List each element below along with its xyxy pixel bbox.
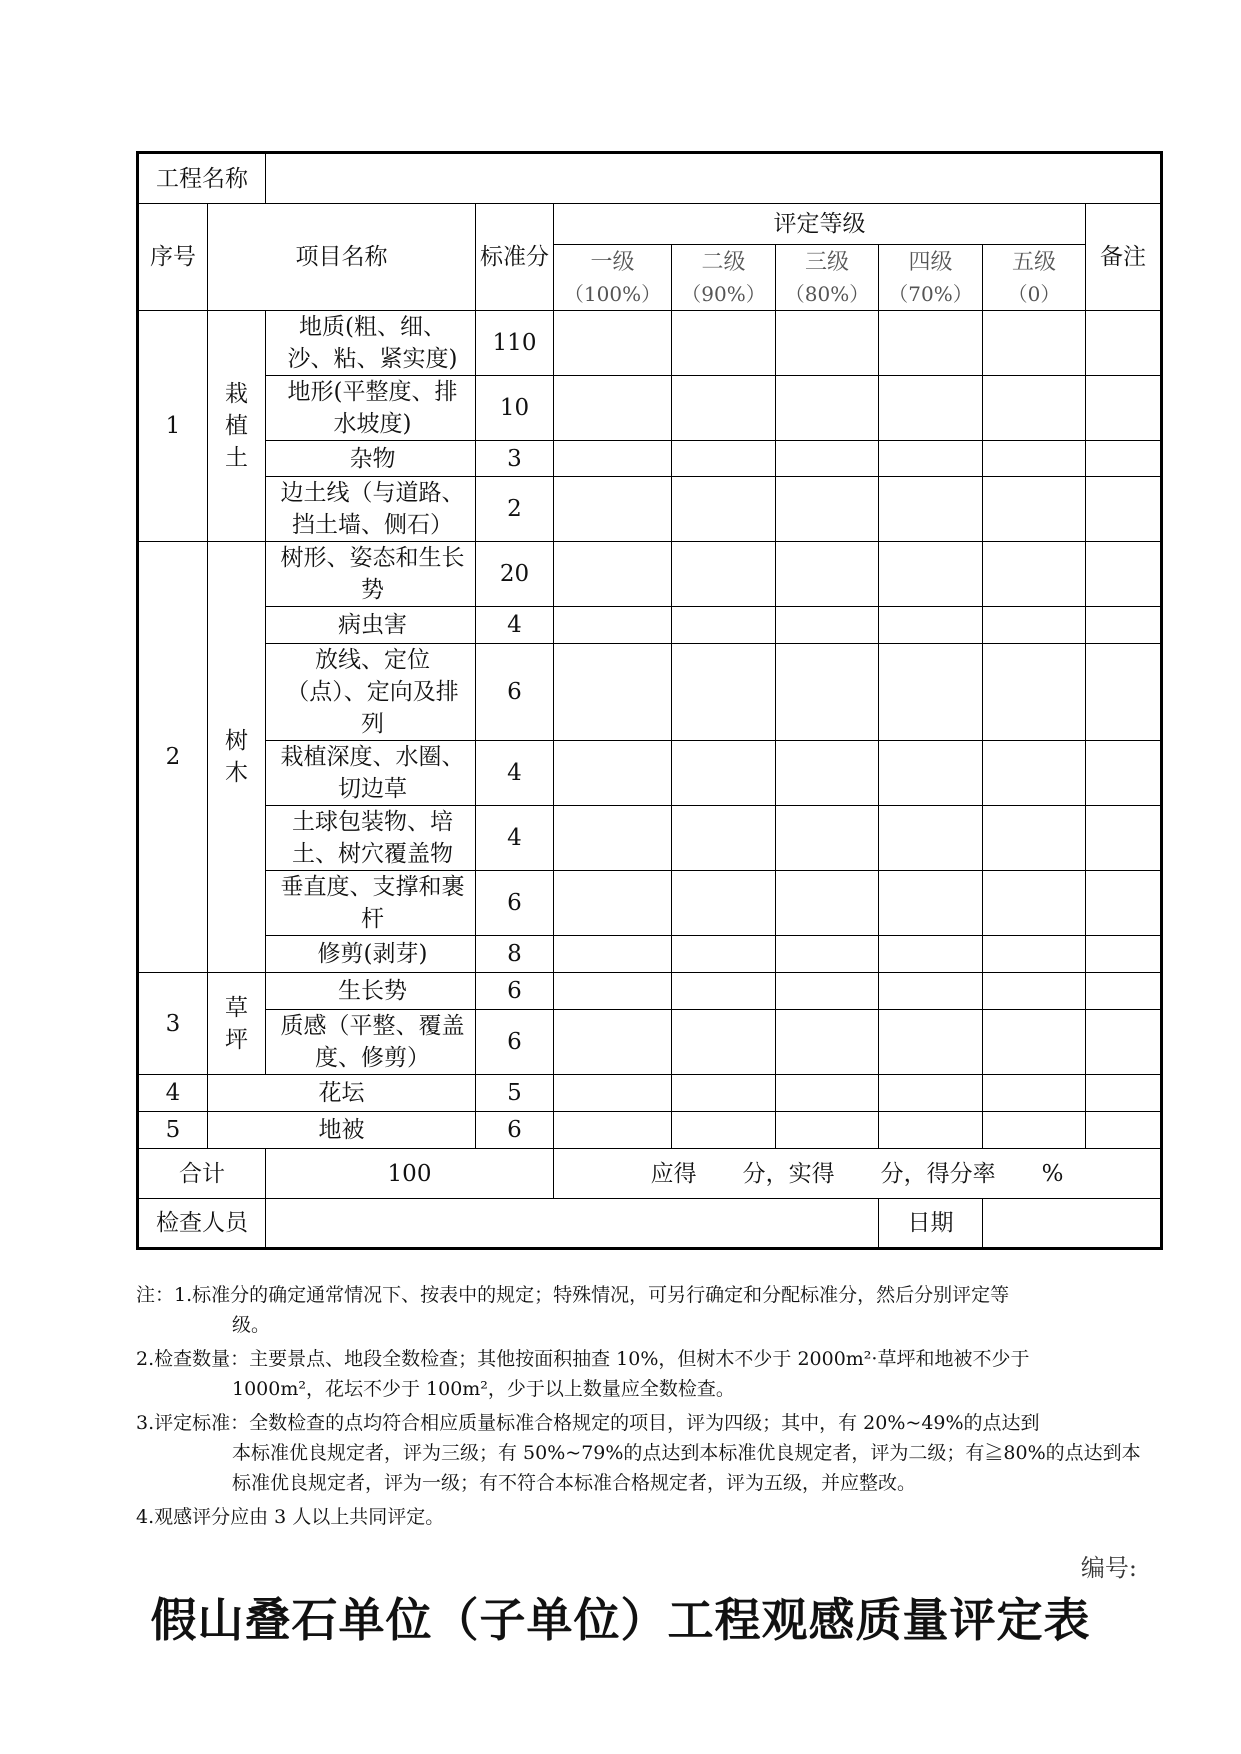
grade-percent: （70%） xyxy=(888,281,973,306)
note-continuation: 1000m²，花坛不少于 100m²，少于以上数量应全数检查。 xyxy=(232,1378,735,1400)
header-standard-score: 标准分 xyxy=(476,204,554,311)
group-name-text: 草坪 xyxy=(225,994,248,1053)
group-number: 1 xyxy=(138,311,208,542)
table-row xyxy=(138,1075,1162,1112)
standard-score: 4 xyxy=(476,607,554,644)
group-name-text: 树木 xyxy=(225,728,248,786)
group-name xyxy=(208,973,266,1075)
rating-cell[interactable] xyxy=(879,741,983,806)
inspection-row xyxy=(138,1199,1162,1249)
rating-cell[interactable] xyxy=(776,644,879,741)
group-number: 4 xyxy=(138,1075,208,1112)
standard-score: 6 xyxy=(476,1112,554,1149)
remark-cell[interactable] xyxy=(1086,644,1162,741)
rating-cell[interactable] xyxy=(983,1075,1086,1112)
item-name: 树形、姿态和生长势 xyxy=(266,542,476,607)
rating-cell[interactable] xyxy=(879,936,983,973)
item-name: 病虫害 xyxy=(266,607,476,644)
rating-cell[interactable] xyxy=(776,741,879,806)
rating-cell[interactable] xyxy=(672,644,776,741)
rating-cell[interactable] xyxy=(672,311,776,376)
rating-cell[interactable] xyxy=(672,441,776,477)
rating-cell[interactable] xyxy=(554,936,672,973)
rating-cell[interactable] xyxy=(672,1075,776,1112)
table-row xyxy=(138,936,1162,973)
group-name xyxy=(208,311,266,542)
rating-cell[interactable] xyxy=(879,973,983,1010)
totals-score-summary: 应得 分，实得 分，得分率 % xyxy=(554,1149,1162,1199)
inspector-label: 检查人员 xyxy=(138,1199,266,1249)
note-item xyxy=(136,1502,1154,1532)
remark-cell[interactable] xyxy=(1086,1075,1162,1112)
standard-score: 5 xyxy=(476,1075,554,1112)
header-rating: 评定等级 xyxy=(554,204,1086,245)
rating-cell[interactable] xyxy=(983,441,1086,477)
item-name: 垂直度、支撑和裹杆 xyxy=(266,871,476,936)
rating-cell[interactable] xyxy=(672,741,776,806)
grade-percent: （100%） xyxy=(563,281,662,306)
grade-percent: （0） xyxy=(1007,281,1061,306)
note-continuation: 本标准优良规定者，评为三级；有 50%~79%的点达到本标准优良规定者，评为二级；有≧80%的点达到本标准优良规定者，评为一级；有不符合本标准合格规定者，评为五级，并应整改。 xyxy=(232,1442,1141,1494)
remark-cell[interactable] xyxy=(1086,973,1162,1010)
item-name: 地形(平整度、排水坡度) xyxy=(266,376,476,441)
grade-header-2 xyxy=(672,245,776,311)
rating-cell[interactable] xyxy=(672,542,776,607)
remark-cell[interactable] xyxy=(1086,311,1162,376)
table-row xyxy=(138,441,1162,477)
rating-cell[interactable] xyxy=(983,1010,1086,1075)
notes-section xyxy=(136,1280,1154,1536)
rating-cell[interactable] xyxy=(879,871,983,936)
rating-cell[interactable] xyxy=(879,1075,983,1112)
item-name: 杂物 xyxy=(266,441,476,477)
rating-cell[interactable] xyxy=(554,1075,672,1112)
grade-name: 一级 xyxy=(590,249,635,275)
quality-evaluation-table xyxy=(136,151,1163,1250)
remark-cell[interactable] xyxy=(1086,477,1162,542)
note-first-line: 4.观感评分应由 3 人以上共同评定。 xyxy=(136,1506,445,1528)
rating-cell[interactable] xyxy=(776,1010,879,1075)
rating-cell[interactable] xyxy=(776,477,879,542)
inspector-field[interactable] xyxy=(266,1199,879,1249)
rating-cell[interactable] xyxy=(983,376,1086,441)
remark-cell[interactable] xyxy=(1086,741,1162,806)
rating-cell[interactable] xyxy=(776,973,879,1010)
table-row xyxy=(138,973,1162,1010)
table-row xyxy=(138,644,1162,741)
code-label: 编号: xyxy=(1080,1554,1137,1582)
page-title: 假山叠石单位（子单位）工程观感质量评定表 xyxy=(150,1593,1091,1647)
note-continuation: 级。 xyxy=(232,1314,271,1336)
header-remark: 备注 xyxy=(1086,204,1162,311)
item-name: 质感（平整、覆盖度、修剪） xyxy=(266,1010,476,1075)
standard-score: 10 xyxy=(476,376,554,441)
rating-cell[interactable] xyxy=(879,1010,983,1075)
rating-cell[interactable] xyxy=(776,871,879,936)
rating-cell[interactable] xyxy=(879,441,983,477)
rating-cell[interactable] xyxy=(776,542,879,607)
rating-cell[interactable] xyxy=(554,741,672,806)
table-row xyxy=(138,376,1162,441)
rating-cell[interactable] xyxy=(776,441,879,477)
rating-cell[interactable] xyxy=(672,607,776,644)
rating-cell[interactable] xyxy=(983,1112,1086,1149)
rating-cell[interactable] xyxy=(983,741,1086,806)
group-number: 3 xyxy=(138,973,208,1075)
standard-score: 2 xyxy=(476,477,554,542)
grade-name: 二级 xyxy=(701,249,746,275)
standard-score: 6 xyxy=(476,871,554,936)
table-row xyxy=(138,1010,1162,1075)
rating-cell[interactable] xyxy=(554,973,672,1010)
table-row xyxy=(138,542,1162,607)
group-name-text: 栽植土 xyxy=(225,381,248,471)
header-item-name: 项目名称 xyxy=(208,204,476,311)
rating-cell[interactable] xyxy=(554,1010,672,1075)
rating-cell[interactable] xyxy=(554,542,672,607)
item-name: 土球包装物、培土、树穴覆盖物 xyxy=(266,806,476,871)
project-name-label: 工程名称 xyxy=(138,153,266,204)
grade-name: 五级 xyxy=(1011,249,1056,275)
note-item xyxy=(136,1344,1154,1404)
rating-cell[interactable] xyxy=(554,376,672,441)
grade-header-4 xyxy=(879,245,983,311)
table-row xyxy=(138,607,1162,644)
standard-score: 6 xyxy=(476,644,554,741)
rating-cell[interactable] xyxy=(776,1075,879,1112)
item-name: 放线、定位（点）、定向及排列 xyxy=(266,644,476,741)
remark-cell[interactable] xyxy=(1086,607,1162,644)
standard-score: 3 xyxy=(476,441,554,477)
remark-cell[interactable] xyxy=(1086,936,1162,973)
grade-percent: （80%） xyxy=(784,281,870,306)
table-row xyxy=(138,806,1162,871)
rating-cell[interactable] xyxy=(776,936,879,973)
table-row xyxy=(138,311,1162,376)
rating-cell[interactable] xyxy=(879,644,983,741)
project-name-field[interactable] xyxy=(266,153,1162,204)
standard-score: 6 xyxy=(476,1010,554,1075)
rating-cell[interactable] xyxy=(672,936,776,973)
note-item xyxy=(136,1280,1154,1340)
table-row xyxy=(138,871,1162,936)
rating-cell[interactable] xyxy=(672,376,776,441)
table-row xyxy=(138,477,1162,542)
rating-cell[interactable] xyxy=(983,311,1086,376)
rating-cell[interactable] xyxy=(879,477,983,542)
date-field[interactable] xyxy=(983,1199,1162,1249)
item-name: 地被 xyxy=(208,1112,476,1149)
grade-header-5 xyxy=(983,245,1086,311)
standard-score: 4 xyxy=(476,806,554,871)
rating-cell[interactable] xyxy=(879,542,983,607)
totals-row xyxy=(138,1149,1162,1199)
remark-cell[interactable] xyxy=(1086,441,1162,477)
rating-cell[interactable] xyxy=(554,477,672,542)
standard-score: 8 xyxy=(476,936,554,973)
totals-value: 100 xyxy=(266,1149,554,1199)
rating-cell[interactable] xyxy=(554,441,672,477)
standard-score: 4 xyxy=(476,741,554,806)
rating-cell[interactable] xyxy=(672,1010,776,1075)
grade-percent: （90%） xyxy=(681,281,766,306)
group-number: 2 xyxy=(138,542,208,973)
remark-cell[interactable] xyxy=(1086,376,1162,441)
date-label: 日期 xyxy=(879,1199,983,1249)
item-name: 花坛 xyxy=(208,1075,476,1112)
group-number: 5 xyxy=(138,1112,208,1149)
rating-cell[interactable] xyxy=(983,806,1086,871)
remark-cell[interactable] xyxy=(1086,542,1162,607)
rating-cell[interactable] xyxy=(983,936,1086,973)
grade-name: 三级 xyxy=(804,249,849,275)
standard-score: 110 xyxy=(476,311,554,376)
item-name: 修剪(剥芽) xyxy=(266,936,476,973)
rating-cell[interactable] xyxy=(554,806,672,871)
item-name: 栽植深度、水圈、切边草 xyxy=(266,741,476,806)
rating-cell[interactable] xyxy=(776,1112,879,1149)
rating-cell[interactable] xyxy=(983,477,1086,542)
rating-cell[interactable] xyxy=(879,311,983,376)
standard-score: 20 xyxy=(476,542,554,607)
rating-cell[interactable] xyxy=(554,311,672,376)
rating-cell[interactable] xyxy=(672,477,776,542)
item-name: 生长势 xyxy=(266,973,476,1010)
rating-cell[interactable] xyxy=(879,607,983,644)
grade-name: 四级 xyxy=(908,249,953,275)
rating-cell[interactable] xyxy=(776,311,879,376)
rating-cell[interactable] xyxy=(776,607,879,644)
grade-header-1 xyxy=(554,245,672,311)
rating-cell[interactable] xyxy=(672,973,776,1010)
rating-cell[interactable] xyxy=(554,607,672,644)
remark-cell[interactable] xyxy=(1086,806,1162,871)
rating-cell[interactable] xyxy=(983,542,1086,607)
rating-cell[interactable] xyxy=(983,871,1086,936)
item-name: 边土线（与道路、挡土墙、侧石） xyxy=(266,477,476,542)
header-no: 序号 xyxy=(138,204,208,311)
rating-cell[interactable] xyxy=(879,806,983,871)
note-item xyxy=(136,1408,1154,1498)
rating-cell[interactable] xyxy=(983,644,1086,741)
rating-cell[interactable] xyxy=(554,644,672,741)
rating-cell[interactable] xyxy=(983,973,1086,1010)
rating-cell[interactable] xyxy=(672,871,776,936)
rating-cell[interactable] xyxy=(672,1112,776,1149)
remark-cell[interactable] xyxy=(1086,871,1162,936)
note-first-line: 2.检查数量：主要景点、地段全数检查；其他按面积抽查 10%，但树木不少于 2000m²·草坪和地被不少于 xyxy=(136,1348,1030,1370)
rating-cell[interactable] xyxy=(554,871,672,936)
rating-cell[interactable] xyxy=(879,1112,983,1149)
note-first-line: 注：1.标准分的确定通常情况下、按表中的规定；特殊情况，可另行确定和分配标准分，然后分别评定等 xyxy=(136,1284,1010,1306)
note-first-line: 3.评定标准：全数检查的点均符合相应质量标准合格规定的项目，评为四级；其中，有 20%~49%的点达到 xyxy=(136,1412,1040,1434)
rating-cell[interactable] xyxy=(554,1112,672,1149)
item-name: 地质(粗、细、沙、粘、紧实度) xyxy=(266,311,476,376)
standard-score: 6 xyxy=(476,973,554,1010)
rating-cell[interactable] xyxy=(983,607,1086,644)
remark-cell[interactable] xyxy=(1086,1112,1162,1149)
table-row xyxy=(138,741,1162,806)
grade-header-3 xyxy=(776,245,879,311)
rating-cell[interactable] xyxy=(879,376,983,441)
rating-cell[interactable] xyxy=(776,806,879,871)
table-row xyxy=(138,1112,1162,1149)
remark-cell[interactable] xyxy=(1086,1010,1162,1075)
group-name xyxy=(208,542,266,973)
rating-cell[interactable] xyxy=(672,806,776,871)
rating-cell[interactable] xyxy=(776,376,879,441)
totals-label: 合计 xyxy=(138,1149,266,1199)
